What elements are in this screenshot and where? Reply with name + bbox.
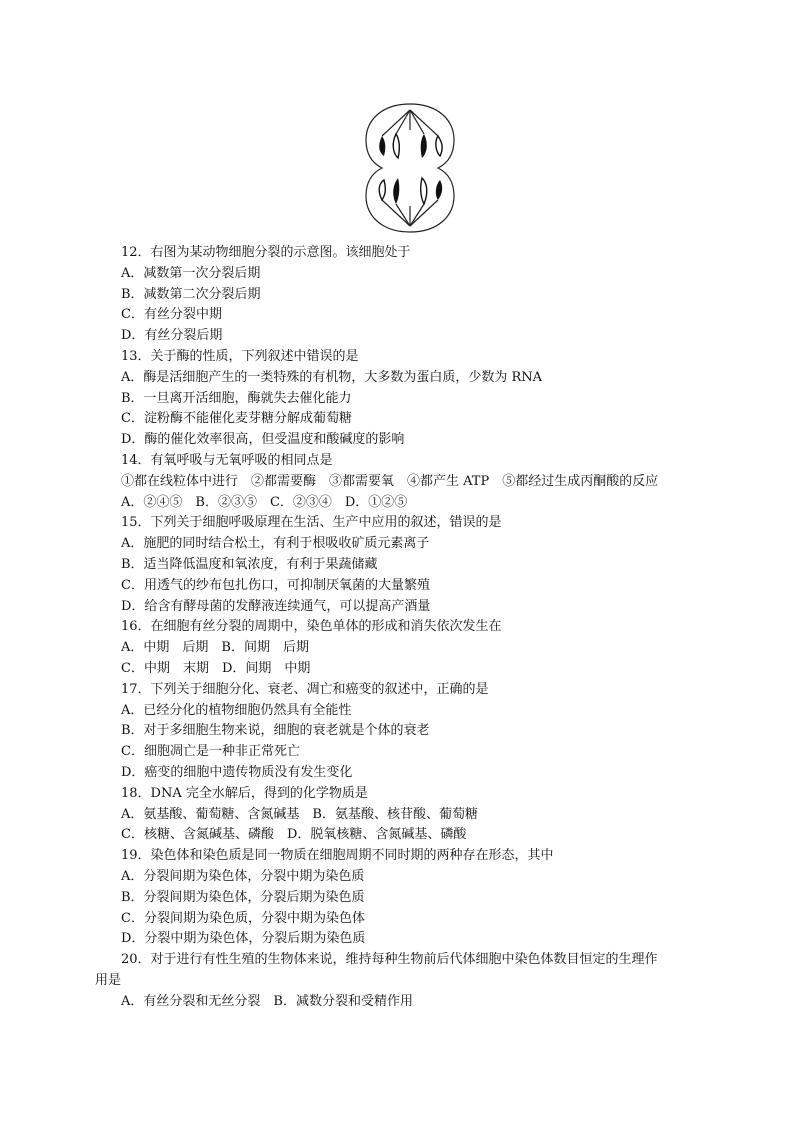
text-line: D．癌变的细胞中遗传物质没有发生变化 [121, 764, 353, 780]
text-line: A．有丝分裂和无丝分裂 B．减数分裂和受精作用 [121, 993, 413, 1009]
cell-division-diagram-icon [360, 100, 460, 236]
text-line: A．酶是活细胞产生的一类特殊的有机物，大多数为蛋白质，少数为 RNA [121, 369, 543, 385]
text-line: C．淀粉酶不能催化麦芽糖分解成葡萄糖 [121, 411, 352, 427]
text-line: 17．下列关于细胞分化、衰老、凋亡和癌变的叙述中，正确的是 [121, 681, 489, 697]
text-line: C．有丝分裂中期 [121, 307, 222, 323]
text-line: D．酶的催化效率很高，但受温度和酸碱度的影响 [121, 432, 405, 448]
text-line: 19．染色体和染色质是同一物质在细胞周期不同时期的两种存在形态，其中 [121, 848, 554, 864]
text-line: 用是 [95, 972, 122, 988]
text-line: C．核糖、含氮碱基、磷酸 D．脱氧核糖、含氮碱基、磷酸 [121, 827, 467, 843]
text-line: 12．右图为某动物细胞分裂的示意图。该细胞处于 [121, 245, 411, 260]
text-line: A．分裂间期为染色体，分裂中期为染色质 [121, 868, 365, 884]
text-line: 15．下列关于细胞呼吸原理在生活、生产中应用的叙述，错误的是 [121, 515, 502, 531]
text-line: C．细胞凋亡是一种非正常死亡 [121, 744, 300, 760]
text-line: D．有丝分裂后期 [121, 328, 223, 344]
text-line: A．②④⑤ B．②③⑤ C．②③④ D．①②⑤ [121, 494, 408, 510]
text-line: A．已经分化的植物细胞仍然具有全能性 [121, 702, 352, 718]
text-line: 14．有氧呼吸与无氧呼吸的相同点是 [121, 452, 333, 468]
text-line: ①都在线粒体中进行 ②都需要酶 ③都需要氧 ④都产生 ATP ⑤都经过生成丙酮酸的反应 [121, 473, 659, 489]
text-line: A．中期 后期 B．间期 后期 [121, 640, 309, 656]
text-line: A．减数第一次分裂后期 [121, 265, 261, 281]
text-line: C．分裂间期为染色质，分裂中期为染色体 [121, 910, 365, 926]
text-line: 18．DNA 完全水解后，得到的化学物质是 [121, 785, 368, 801]
text-line: D．分裂中期为染色体，分裂后期为染色质 [121, 931, 366, 947]
text-line: C．中期 末期 D．间期 中期 [121, 660, 311, 676]
text-line: A．施肥的同时结合松土，有利于根吸收矿质元素离子 [121, 536, 430, 552]
text-line: 20．对于进行有性生殖的生物体来说，维持每种生物前后代体细胞中染色体数目恒定的生理作 [121, 952, 658, 968]
text-line: 16．在细胞有丝分裂的周期中，染色单体的形成和消失依次发生在 [121, 619, 502, 635]
text-line: B．对于多细胞生物来说，细胞的衰老就是个体的衰老 [121, 723, 430, 739]
text-line: A．氨基酸、葡萄糖、含氮碱基 B．氨基酸、核苷酸、葡萄糖 [121, 806, 478, 822]
text-line: B．一旦离开活细胞，酶就失去催化能力 [121, 390, 352, 406]
text-line: B．减数第二次分裂后期 [121, 286, 261, 302]
text-line: D．给含有酵母菌的发酵液连续通气，可以提高产酒量 [121, 598, 431, 614]
question-list [0, 243, 794, 1012]
text-line: 13．关于酶的性质，下列叙述中错误的是 [121, 348, 359, 364]
text-line: B．分裂间期为染色体，分裂后期为染色质 [121, 889, 365, 905]
cell-division-figure [360, 100, 460, 236]
text-line: C．用透气的纱布包扎伤口，可抑制厌氧菌的大量繁殖 [121, 577, 430, 593]
text-line: B．适当降低温度和氧浓度，有利于果蔬储藏 [121, 556, 378, 572]
